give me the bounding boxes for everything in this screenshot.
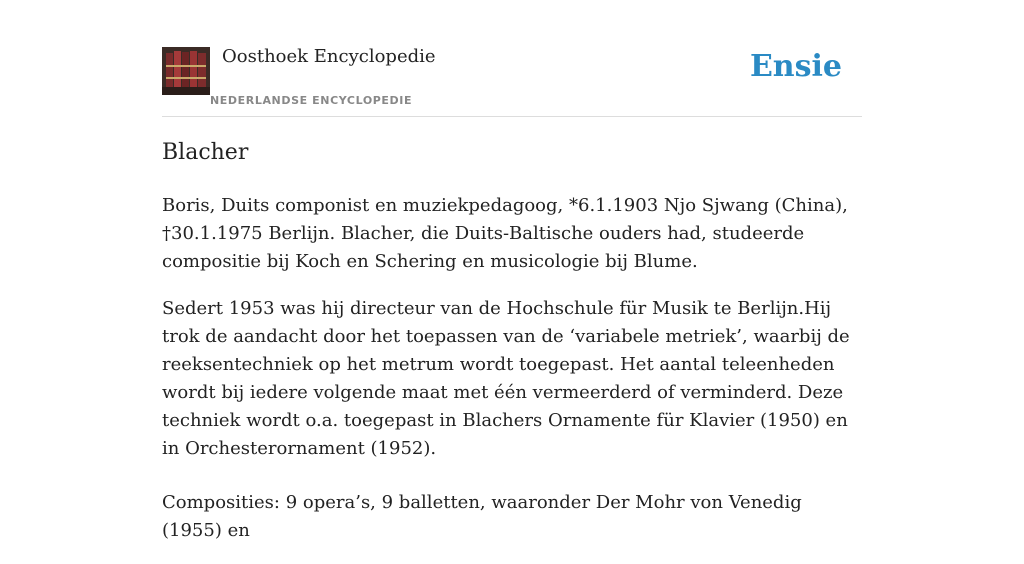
- book-spines-icon[interactable]: [162, 47, 210, 95]
- ensie-logo-link[interactable]: Ensie: [749, 49, 842, 84]
- article-paragraph: Composities: 9 opera’s, 9 balletten, waaronder Der Mohr von Venedig (1955) en: [162, 492, 802, 541]
- entry-title: Blacher: [162, 140, 249, 165]
- site-title[interactable]: Oosthoek Encyclopedie: [222, 46, 436, 67]
- site-header: [162, 44, 862, 117]
- article-body: [162, 192, 862, 564]
- site-subtitle: NEDERLANDSE ENCYCLOPEDIE: [210, 94, 413, 107]
- article-paragraph: Sedert 1953 was hij directeur van de Hochschule für Musik te Berlijn.Hij trok de aandacht door het toepassen van de ‘variabele metriek’, waarbij de reeksentechniek op het metrum wordt toegepast. Het aantal teleenheden wordt bij iedere volgende maat met één vermeerderd of verminderd. Deze techniek wordt o.a. toegepast in Blachers Ornamente für Klavier (1950) en in Orchesterornament (1952).: [162, 298, 850, 459]
- article-paragraph: Boris, Duits componist en muziekpedagoog, *6.1.1903 Njo Sjwang (China), †30.1.1975 Berlijn. Blacher, die Duits-Baltische ouders had, studeerde compositie bij Koch en Schering en musicologie bij Blume.: [162, 195, 848, 272]
